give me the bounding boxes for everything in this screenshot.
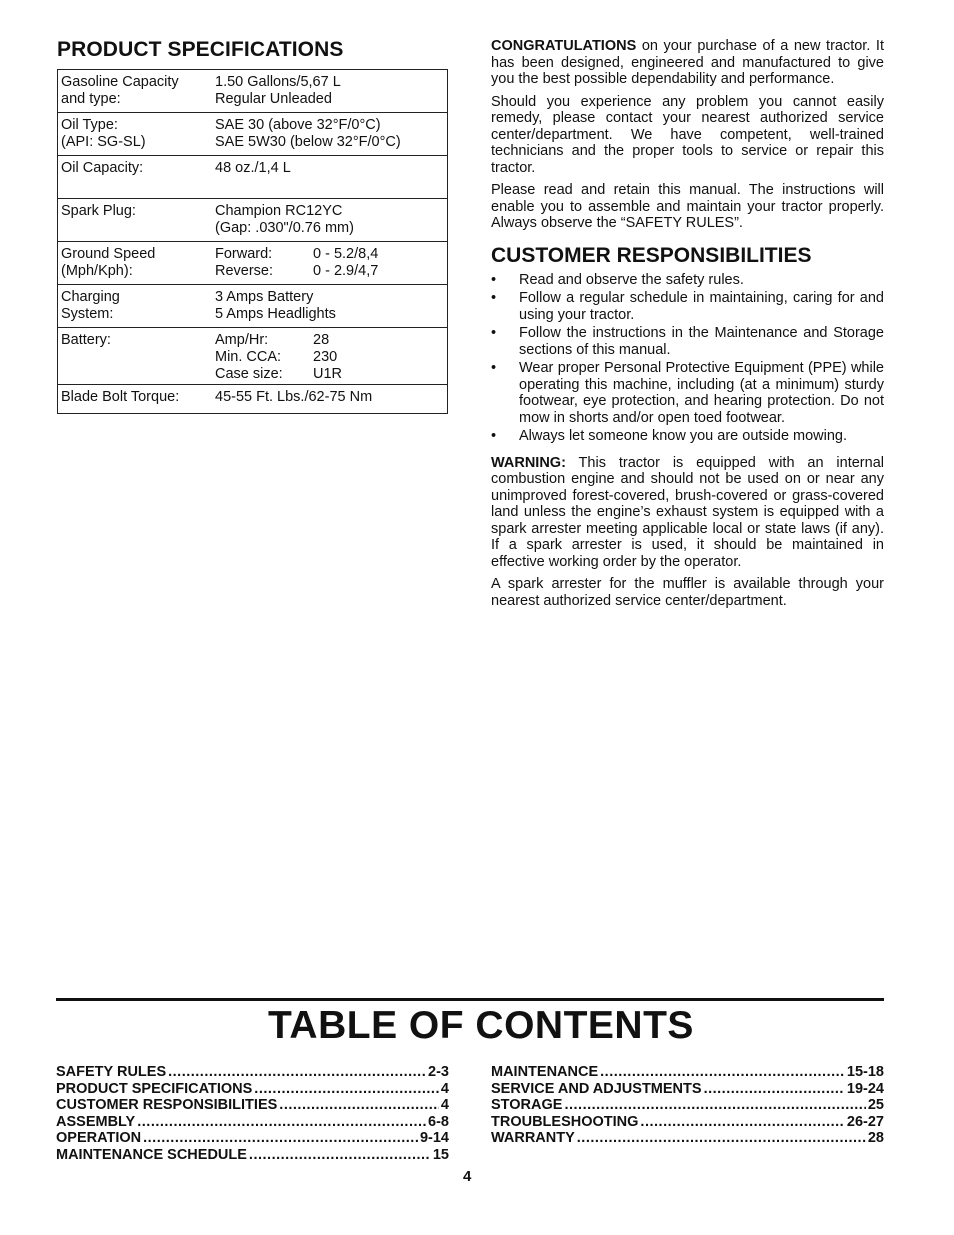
responsibility-text: Read and observe the safety rules.: [519, 271, 744, 288]
spec-label: Blade Bolt Torque:: [61, 389, 180, 405]
spec-row: [58, 155, 447, 198]
spec-value-line: [215, 220, 445, 237]
spec-value-line: [215, 332, 445, 349]
spec-value-line: [215, 91, 445, 108]
toc-entry-label: MAINTENANCE: [491, 1064, 599, 1080]
warning-text: This tractor is equipped with an internal combustion engine and should not be used on or near any unimproved forest-covered, brush-covered or grass-covered land unless the engine’s exhaust system is equipped with a spark arrester meeting applicable local or state laws (if any). If a spark arrester is used, it should be maintained in effective working order by the operator.: [491, 454, 884, 570]
spec-value-number: 0 - 5.2/8,4: [313, 246, 379, 262]
spec-row: [58, 327, 447, 384]
toc-entry-page: 4: [440, 1097, 449, 1114]
spec-value-key: SAE 30 (above 32°F/0°C): [215, 117, 381, 133]
spec-value-line: [215, 389, 445, 406]
toc-entry-label: MAINTENANCE SCHEDULE: [56, 1146, 247, 1163]
toc-entry-label: SAFETY RULES: [56, 1064, 167, 1080]
spec-value: [215, 74, 445, 108]
spec-value-key: Case size:: [215, 366, 283, 382]
toc-leader-dots: [704, 1081, 845, 1098]
spec-value-line: [215, 160, 445, 177]
toc-divider: [56, 998, 884, 1001]
spec-value-number: 230: [313, 349, 338, 365]
spec-value-key: 3 Amps Battery: [215, 289, 314, 305]
toc-entry-page: 15: [432, 1146, 449, 1163]
toc-entry-page: 15-18: [846, 1064, 884, 1080]
toc-entry-page: 28: [867, 1130, 884, 1147]
toc-entry-label: WARRANTY: [491, 1130, 575, 1147]
spec-value-key: Forward:: [215, 246, 273, 262]
toc-entry[interactable]: [56, 1114, 449, 1131]
toc-leader-dots: [137, 1114, 426, 1131]
spec-value-key: 48 oz./1,4 L: [215, 160, 291, 176]
responsibility-item: [491, 360, 884, 426]
spark-arrester-paragraph: A spark arrester for the muffler is available through your nearest authorized service center/department.: [491, 576, 884, 609]
spec-value: [215, 332, 445, 383]
spec-value-key: 45-55 Ft. Lbs./62-75 Nm: [215, 389, 373, 405]
congrats-bold: CONGRATULATIONS: [491, 38, 637, 54]
toc-entry[interactable]: [491, 1064, 884, 1081]
right-column: [491, 38, 884, 615]
spec-value-key: Min. CCA:: [215, 349, 282, 365]
toc-entry[interactable]: [56, 1064, 449, 1081]
toc-leader-dots: [279, 1097, 439, 1114]
bullet-icon: •: [491, 290, 497, 306]
spec-value-key: Reverse:: [215, 263, 274, 279]
toc-left-column: [56, 1064, 449, 1164]
warning-paragraph: [491, 455, 884, 571]
spec-value-key: Champion RC12YC: [215, 203, 343, 219]
spec-value-line: [215, 366, 445, 383]
spec-value: [215, 203, 445, 237]
spec-row: [58, 70, 447, 112]
spec-value-line: [215, 349, 445, 366]
responsibility-text: Wear proper Personal Protective Equipment (PPE) while operating this machine, including (at a minimum) sturdy footwear, eye protection, and hearing protection. Do not mow in shorts and/or open toed footwear.: [519, 360, 884, 426]
spec-label: Oil Capacity:: [61, 160, 144, 176]
intro-paragraph-2: Should you experience any problem you cannot easily remedy, please contact your nearest authorized service center/department. We have competent, well-trained technicians and the proper tools to service or repair this tractor.: [491, 93, 884, 176]
toc-title: TABLE OF CONTENTS: [268, 1004, 694, 1047]
spec-value-key: Regular Unleaded: [215, 91, 332, 107]
spec-row: [58, 384, 447, 413]
toc-leader-dots: [577, 1130, 866, 1147]
spec-row: [58, 198, 447, 241]
spec-row: [58, 112, 447, 155]
toc-entry-label: STORAGE: [491, 1097, 563, 1114]
toc-entry-page: 6-8: [428, 1113, 449, 1130]
bullet-icon: •: [491, 271, 497, 288]
toc-entry-page: 25: [867, 1097, 884, 1114]
toc-entry-page: 4: [440, 1080, 449, 1097]
spec-value-number: 28: [313, 332, 330, 348]
bullet-icon: •: [491, 428, 497, 444]
spec-label: Gasoline Capacity and type:: [61, 74, 179, 107]
spec-row: [58, 284, 447, 327]
toc-entry-page: 9-14: [419, 1130, 449, 1147]
responsibilities-list: [491, 272, 884, 445]
spec-label: Spark Plug:: [61, 203, 136, 219]
responsibility-item: [491, 272, 884, 289]
responsibility-text: Always let someone know you are outside mowing.: [519, 428, 848, 444]
spec-value-key: SAE 5W30 (below 32°F/0°C): [215, 134, 401, 150]
toc-entry[interactable]: [56, 1130, 449, 1147]
responsibility-item: [491, 325, 884, 358]
spec-value: [215, 246, 445, 280]
toc-leader-dots: [600, 1064, 845, 1081]
toc-entry-label: OPERATION: [56, 1130, 142, 1147]
spec-value-line: [215, 289, 445, 306]
spec-row: [58, 241, 447, 284]
spec-table: [57, 69, 448, 414]
customer-responsibilities-heading: CUSTOMER RESPONSIBILITIES: [491, 243, 812, 267]
spec-value-line: [215, 134, 445, 151]
spec-label: Ground Speed (Mph/Kph):: [61, 246, 156, 279]
spec-value: [215, 389, 445, 406]
toc-leader-dots: [640, 1114, 844, 1131]
toc-right-column: [491, 1064, 884, 1147]
toc-entry-page: 2-3: [428, 1064, 449, 1080]
spec-value-number: 0 - 2.9/4,7: [313, 263, 379, 279]
spec-value-line: [215, 117, 445, 134]
toc-leader-dots: [143, 1130, 418, 1147]
page-number: 4: [463, 1168, 472, 1185]
toc-entry-label: ASSEMBLY: [56, 1113, 136, 1130]
responsibility-text: Follow the instructions in the Maintenance and Storage sections of this manual.: [519, 325, 884, 358]
spec-value-line: [215, 246, 445, 263]
toc-entry[interactable]: [56, 1147, 449, 1164]
toc-entry-label: SERVICE AND ADJUSTMENTS: [491, 1080, 702, 1097]
toc-leader-dots: [249, 1147, 431, 1164]
spec-value-line: [215, 306, 445, 323]
product-specifications-heading: PRODUCT SPECIFICATIONS: [57, 38, 344, 61]
responsibility-item: [491, 290, 884, 323]
congrats-text: on your purchase of a new tractor. It has been designed, engineered and manufactured to give you the best possible dependability and performance.: [491, 38, 884, 87]
toc-entry[interactable]: [491, 1130, 884, 1147]
responsibility-text: Follow a regular schedule in maintaining, caring for and using your tractor.: [519, 290, 884, 323]
spec-value-line: [215, 263, 445, 280]
spec-value: [215, 117, 445, 151]
toc-entry-label: PRODUCT SPECIFICATIONS: [56, 1080, 253, 1097]
spec-value-line: [215, 203, 445, 220]
toc-entry[interactable]: [491, 1097, 884, 1114]
spec-value: [215, 289, 445, 323]
warning-label: WARNING:: [491, 454, 566, 471]
intro-paragraph-3: Please read and retain this manual. The instructions will enable you to assemble and maintain your tractor properly. Always observe the “SAFETY RULES”.: [491, 182, 884, 231]
toc-entry[interactable]: [56, 1097, 449, 1114]
spec-label: Charging System:: [61, 289, 120, 322]
toc-entry-label: TROUBLESHOOTING: [491, 1113, 639, 1130]
spec-label: Oil Type: (API: SG-SL): [61, 117, 146, 150]
spec-value-key: 1.50 Gallons/5,67 L: [215, 74, 341, 90]
toc-entry-page: 19-24: [846, 1080, 884, 1097]
responsibility-item: [491, 428, 884, 445]
spec-value: [215, 160, 445, 177]
bullet-icon: •: [491, 360, 497, 376]
toc-entry[interactable]: [56, 1081, 449, 1098]
toc-entry-label: CUSTOMER RESPONSIBILITIES: [56, 1097, 278, 1114]
toc-leader-dots: [254, 1081, 439, 1098]
intro-congrats: [491, 38, 884, 88]
bullet-icon: •: [491, 325, 497, 341]
spec-value-line: [215, 74, 445, 91]
spec-value-number: U1R: [313, 366, 343, 382]
spec-value-key: (Gap: .030"/0.76 mm): [215, 220, 354, 236]
spec-value-key: Amp/Hr:: [215, 332, 269, 348]
toc-entry[interactable]: [491, 1114, 884, 1131]
spec-value-key: 5 Amps Headlights: [215, 306, 336, 322]
toc-leader-dots: [168, 1064, 426, 1081]
toc-leader-dots: [564, 1097, 865, 1114]
toc-entry[interactable]: [491, 1081, 884, 1098]
toc-entry-page: 26-27: [846, 1113, 884, 1130]
spec-label: Battery:: [61, 332, 111, 348]
